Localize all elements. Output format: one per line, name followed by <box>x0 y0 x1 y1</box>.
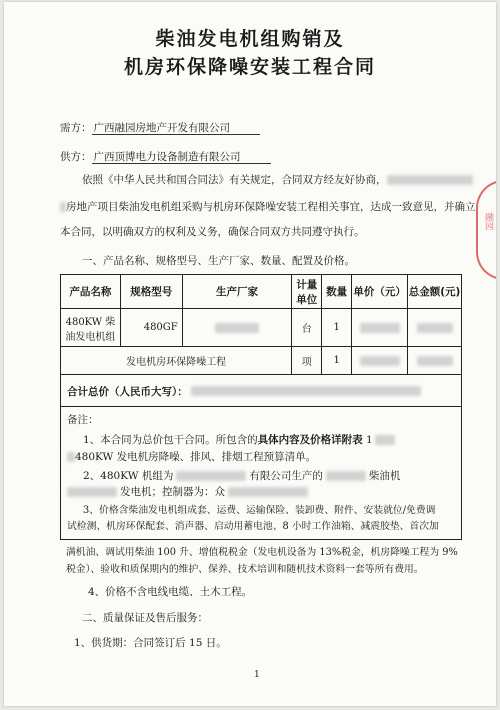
row1-model: 480GF <box>120 309 182 347</box>
row1-manufacturer <box>182 309 292 347</box>
seller-row <box>60 145 271 164</box>
contract-page <box>4 2 496 706</box>
redaction <box>67 452 75 462</box>
product-table <box>60 274 462 375</box>
delivery-term: 1、供货期：合同签订后 15 日。 <box>74 637 227 649</box>
redaction <box>360 356 400 366</box>
intro-line-2-text: 房地产项目柴油发电机组采购与机房环保降噪安装工程相关事宜，达成一致意见，并确立 <box>66 201 476 213</box>
section-2-heading: 二、质量保证及售后服务： <box>82 612 208 624</box>
note-2-text-a: 2、480KW 机组为 <box>83 470 174 482</box>
row2-qty: 1 <box>322 347 352 375</box>
redaction <box>191 386 421 396</box>
page-number: 1 <box>254 670 260 680</box>
redaction <box>417 356 453 366</box>
title-line-2: 机房环保降噪安装工程合同 <box>123 56 376 78</box>
buyer-row <box>60 116 260 135</box>
note-2 <box>83 468 400 483</box>
note-2-cont <box>67 484 308 499</box>
redaction <box>387 175 473 185</box>
col-header-name: 产品名称 <box>61 275 121 309</box>
redaction <box>360 323 400 333</box>
note-1-text: 1、本合同为总价包干合同。所包含的 <box>83 434 258 446</box>
buyer-name: 广西融园房地产开发有限公司 <box>92 122 261 135</box>
buyer-label: 需方： <box>60 122 92 134</box>
col-header-total: 总金额(元) <box>408 275 462 309</box>
redaction <box>67 487 117 497</box>
redaction <box>60 202 66 212</box>
seal-stamp: 融园 <box>476 180 496 280</box>
row1-name: 480KW 柴油发电机组 <box>61 309 121 347</box>
note-1-cont <box>67 449 316 464</box>
row2-unit: 项 <box>292 347 322 375</box>
note-1 <box>83 432 395 447</box>
note-2-cont-text: 发电机；控制器为：众 <box>120 486 225 498</box>
redaction <box>176 471 246 481</box>
note-3-l3: 满机油、调试用柴油 100 升、增值税税金（发电机设备为 13%税金，机房降噪工程为 9% <box>66 547 458 558</box>
note-2-text-c: 柴油机 <box>368 470 401 482</box>
note-1-num: 1 <box>362 434 373 446</box>
notes-label: 备注： <box>67 414 99 426</box>
notes-box <box>60 406 462 540</box>
seller-label: 供方： <box>60 151 92 163</box>
redaction <box>228 487 308 497</box>
intro-line-2 <box>60 199 476 214</box>
total-row <box>60 374 462 407</box>
row1-unit-price <box>352 309 408 347</box>
total-label: 合计总价（人民币大写）： <box>67 386 188 398</box>
row1-total <box>408 309 462 347</box>
intro-line-1 <box>82 172 473 187</box>
intro-line-3: 本合同，以明确双方的权利及义务，确保合同双方共同遵守执行。 <box>60 226 365 238</box>
note-3-l2: 试检测、机房环保配套、消声器、启动用蓄电池、8 小时工作油箱、减震胶垫、首次加 <box>67 521 439 532</box>
section-1-heading: 一、产品名称、规格型号、生产厂家、数量、配置及价格。 <box>82 255 355 267</box>
note-2-text-b: 有限公司生产的 <box>249 470 323 482</box>
redaction <box>375 435 395 445</box>
table-row <box>61 347 462 375</box>
row2-unit-price <box>352 347 408 375</box>
note-1-cont-text: 480KW 发电机房降噪、排风、排烟工程预算清单。 <box>75 451 317 463</box>
redaction <box>417 323 453 333</box>
note-1-bold: 具体内容及价格详附表 <box>257 434 363 446</box>
col-header-qty: 数量 <box>322 275 352 309</box>
seller-name: 广西顶博电力设备制造有限公司 <box>92 151 271 164</box>
redaction <box>215 323 259 333</box>
row2-name: 发电机房环保降噪工程 <box>61 347 292 375</box>
redaction <box>326 471 366 481</box>
note-3-l1: 3、价格含柴油发电机组成套、运费、运输保险、装卸费、附件、安装就位/免费调 <box>83 505 436 516</box>
table-row <box>61 309 462 347</box>
row2-total <box>408 347 462 375</box>
row1-unit: 台 <box>292 309 322 347</box>
col-header-manufacturer: 生产厂家 <box>182 275 292 309</box>
row1-qty: 1 <box>322 309 352 347</box>
col-header-unit: 计量单位 <box>292 275 322 309</box>
note-3-l4: 税金）、验收和质保期内的维护、保养、技术培训和随机技术资料一套等所有费用。 <box>66 564 424 575</box>
intro-line-1-text: 依照《中华人民共和国合同法》有关规定，合同双方经友好协商， <box>82 174 387 186</box>
col-header-unit-price: 单价（元） <box>352 275 408 309</box>
note-4: 4、价格不含电线电缆、土木工程。 <box>88 586 253 598</box>
title-line-1: 柴油发电机组购销及 <box>155 28 345 50</box>
col-header-model: 规格型号 <box>120 275 182 309</box>
